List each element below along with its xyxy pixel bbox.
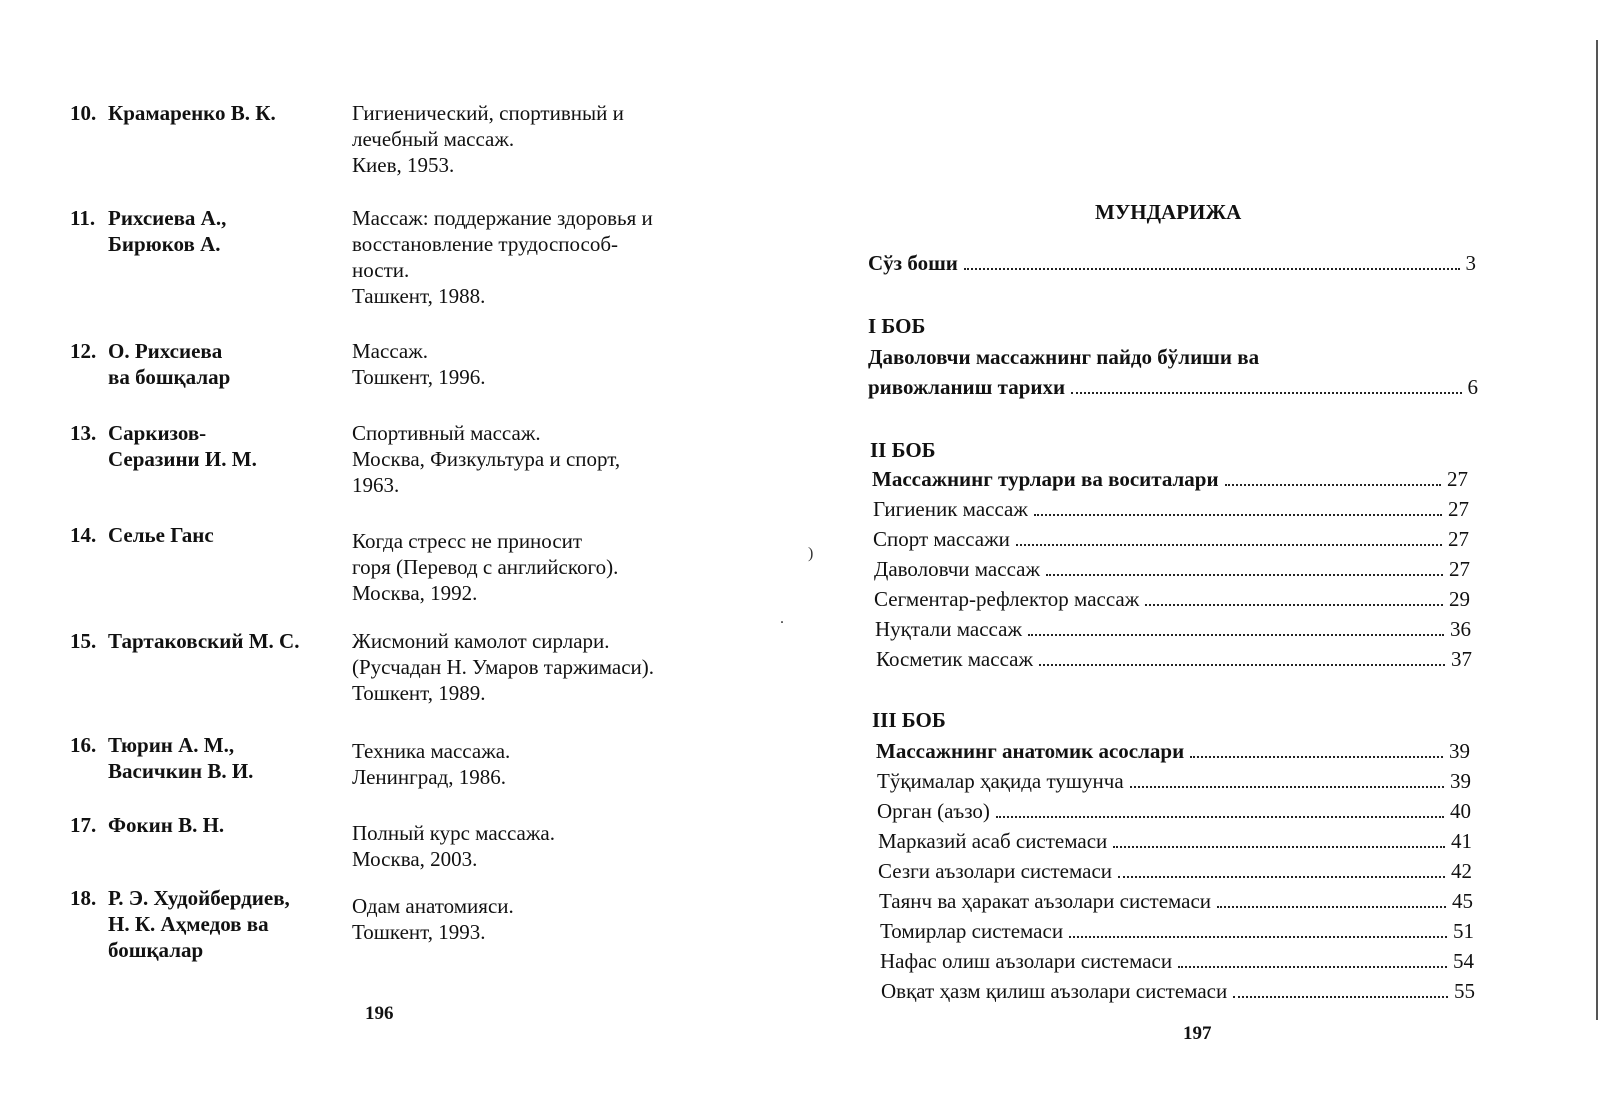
- dot-leader: [1178, 966, 1447, 968]
- author-line: Бирюков А.: [108, 232, 221, 256]
- toc-page-number: 42: [1451, 859, 1472, 883]
- toc-entry-preface: [868, 250, 1476, 276]
- toc-page-number: 55: [1454, 979, 1475, 1003]
- dot-leader: [1016, 544, 1442, 546]
- work-line: Киев, 1953.: [352, 153, 455, 177]
- toc-entry: [875, 616, 1471, 642]
- toc-entry-label: Томирлар системаси: [880, 919, 1064, 943]
- toc-page-number: 3: [1465, 251, 1476, 275]
- dot-leader: [1233, 996, 1448, 998]
- scan-speck: ): [808, 545, 814, 562]
- dot-leader: [1034, 514, 1442, 516]
- entry-work: [352, 738, 712, 790]
- toc-page-number: 37: [1451, 647, 1472, 671]
- toc-entry-label: Сезги аъзолари системаси: [878, 859, 1113, 883]
- work-line: Тошкент, 1993.: [352, 920, 486, 944]
- work-line: Гигиенический, спортивный и: [352, 101, 624, 125]
- toc-entry-label: ривожланиш тарихи: [868, 375, 1066, 399]
- entry-author: [70, 522, 340, 548]
- dot-leader: [1071, 392, 1461, 394]
- work-line: (Русчадан Н. Умаров таржимаси).: [352, 655, 655, 679]
- toc-page-number: 27: [1447, 467, 1468, 491]
- toc-entry: [880, 918, 1474, 944]
- work-line: Москва, Физкультура и спорт,: [352, 447, 621, 471]
- author-line: О. Рихсиева: [108, 339, 223, 363]
- toc-entry: [878, 828, 1472, 854]
- entry-author: [70, 100, 340, 126]
- page-number-left: 196: [365, 1003, 394, 1024]
- work-line: Москва, 1992.: [352, 581, 478, 605]
- toc-entry-label: Сегментар-рефлектор массаж: [874, 587, 1140, 611]
- toc-page-number: 45: [1452, 889, 1473, 913]
- toc-page-number: 36: [1450, 617, 1471, 641]
- work-line: Тошкент, 1989.: [352, 681, 486, 705]
- toc-entry: [880, 948, 1474, 974]
- author-line: Рихсиева А.,: [108, 206, 227, 230]
- author-line: Саркизов-: [108, 421, 207, 445]
- toc-page-number: 40: [1450, 799, 1471, 823]
- dot-leader: [964, 268, 1460, 270]
- entry-number: 14.: [70, 523, 97, 547]
- entry-author: [70, 205, 340, 257]
- author-line: Серазини И. М.: [108, 447, 257, 471]
- work-line: Техника массажа.: [352, 739, 511, 763]
- entry-work: [352, 820, 712, 872]
- entry-work: [352, 528, 712, 606]
- work-line: ности.: [352, 258, 410, 282]
- author-line: бошқалар: [108, 938, 204, 962]
- work-line: Когда стресс не приносит: [352, 529, 583, 553]
- work-line: Ташкент, 1988.: [352, 284, 486, 308]
- entry-number: 13.: [70, 421, 97, 445]
- toc-page-number: 41: [1451, 829, 1472, 853]
- entry-work: [352, 893, 712, 945]
- toc-entry-label: Даволовчи массаж: [874, 557, 1040, 581]
- toc-page-number: 27: [1449, 557, 1470, 581]
- toc-entry-chapter1: [868, 374, 1478, 400]
- toc-entry-label: Нуқтали массаж: [875, 617, 1022, 641]
- toc-entry: [876, 738, 1470, 764]
- toc-entry: [873, 496, 1469, 522]
- dot-leader: [1190, 756, 1443, 758]
- work-line: Жисмоний камолот сирлари.: [352, 629, 610, 653]
- chapter-heading-1: I БОБ: [868, 314, 926, 338]
- dot-leader: [1046, 574, 1443, 576]
- toc-entry: [872, 466, 1468, 492]
- toc-entry: [877, 798, 1471, 824]
- toc-page-number: 27: [1448, 527, 1469, 551]
- work-line: Спортивный массаж.: [352, 421, 541, 445]
- dot-leader: [1028, 634, 1444, 636]
- entry-number: 15.: [70, 629, 97, 653]
- entry-number: 11.: [70, 206, 96, 230]
- entry-work: [352, 205, 712, 309]
- toc-entry-label: Гигиеник массаж: [873, 497, 1028, 521]
- author-line: Фокин В. Н.: [108, 813, 225, 837]
- toc-page-number: 6: [1467, 375, 1478, 399]
- entry-work: [352, 628, 712, 706]
- entry-work: [352, 100, 712, 178]
- author-line: ва бошқалар: [108, 365, 231, 389]
- dot-leader: [1113, 846, 1445, 848]
- dot-leader: [1039, 664, 1445, 666]
- entry-number: 18.: [70, 886, 97, 910]
- toc-page-number: 39: [1449, 739, 1470, 763]
- dot-leader: [1217, 906, 1446, 908]
- entry-author: [70, 338, 340, 390]
- author-line: Н. К. Аҳмедов ва: [108, 912, 269, 936]
- work-line: лечебный массаж.: [352, 127, 515, 151]
- author-line: Крамаренко В. К.: [108, 101, 276, 125]
- work-line: 1963.: [352, 473, 400, 497]
- toc-entry-label: Сўз боши: [868, 251, 958, 275]
- chapter-heading-2: II БОБ: [870, 438, 936, 462]
- toc-page-number: 29: [1449, 587, 1470, 611]
- author-line: Васичкин В. И.: [108, 759, 254, 783]
- scan-page-edge: [1596, 40, 1598, 1020]
- toc-entry-label: Марказий асаб системаси: [878, 829, 1108, 853]
- toc-page-number: 39: [1450, 769, 1471, 793]
- entry-author: [70, 885, 340, 963]
- entry-number: 17.: [70, 813, 97, 837]
- entry-work: [352, 338, 712, 390]
- work-line: Массаж: поддержание здоровья и: [352, 206, 653, 230]
- dot-leader: [1145, 604, 1443, 606]
- entry-author: [70, 812, 340, 838]
- dot-leader: [996, 816, 1444, 818]
- toc-entry-label: Массажнинг турлари ва воситалари: [872, 467, 1219, 491]
- dot-leader: [1069, 936, 1447, 938]
- entry-author: [70, 420, 340, 472]
- dot-leader: [1118, 876, 1445, 878]
- author-line: Тартаковский М. С.: [108, 629, 300, 653]
- toc-entry: [873, 526, 1469, 552]
- toc-entry: [877, 768, 1471, 794]
- toc-entry-label: Массажнинг анатомик асослари: [876, 739, 1185, 763]
- toc-page-number: 51: [1453, 919, 1474, 943]
- toc-title: МУНДАРИЖА: [1095, 200, 1242, 224]
- toc-entry-label: Спорт массажи: [873, 527, 1010, 551]
- toc-entry: [876, 646, 1472, 672]
- dot-leader: [1225, 484, 1441, 486]
- toc-entry-label: Нафас олиш аъзолари системаси: [880, 949, 1173, 973]
- chapter-heading-3: III БОБ: [872, 708, 946, 732]
- chapter-title-line: Даволовчи массажнинг пайдо бўлиши ва: [868, 345, 1260, 369]
- entry-number: 10.: [70, 101, 97, 125]
- entry-author: [70, 732, 340, 784]
- toc-entry: [874, 586, 1470, 612]
- work-line: восстановление трудоспособ-: [352, 232, 619, 256]
- entry-number: 16.: [70, 733, 97, 757]
- author-line: Р. Э. Худойбердиев,: [108, 886, 290, 910]
- toc-entry: [879, 888, 1473, 914]
- toc-entry: [874, 556, 1470, 582]
- page-number-right: 197: [1183, 1023, 1212, 1044]
- author-line: Селье Ганс: [108, 523, 214, 547]
- entry-author: [70, 628, 340, 654]
- entry-number: 12.: [70, 339, 97, 363]
- work-line: Полный курс массажа.: [352, 821, 555, 845]
- toc-entry-label: Орган (аъзо): [877, 799, 990, 823]
- author-line: Тюрин А. М.,: [108, 733, 235, 757]
- work-line: Тошкент, 1996.: [352, 365, 486, 389]
- work-line: Массаж.: [352, 339, 428, 363]
- toc-page-number: 27: [1448, 497, 1469, 521]
- toc-entry: [878, 858, 1472, 884]
- work-line: Москва, 2003.: [352, 847, 478, 871]
- scan-speck: .: [780, 610, 784, 627]
- dot-leader: [1130, 786, 1444, 788]
- entry-work: [352, 420, 712, 498]
- work-line: горя (Перевод с английского).: [352, 555, 619, 579]
- toc-entry-label: Таянч ва ҳаракат аъзолари системаси: [879, 889, 1212, 913]
- toc-entry: [881, 978, 1475, 1004]
- toc-page-number: 54: [1453, 949, 1474, 973]
- work-line: Ленинград, 1986.: [352, 765, 507, 789]
- toc-entry-label: Косметик массаж: [876, 647, 1033, 671]
- toc-entry-label: Овқат ҳазм қилиш аъзолари системаси: [881, 979, 1228, 1003]
- toc-entry-label: Тўқималар ҳақида тушунча: [877, 769, 1124, 793]
- work-line: Одам анатомияси.: [352, 894, 514, 918]
